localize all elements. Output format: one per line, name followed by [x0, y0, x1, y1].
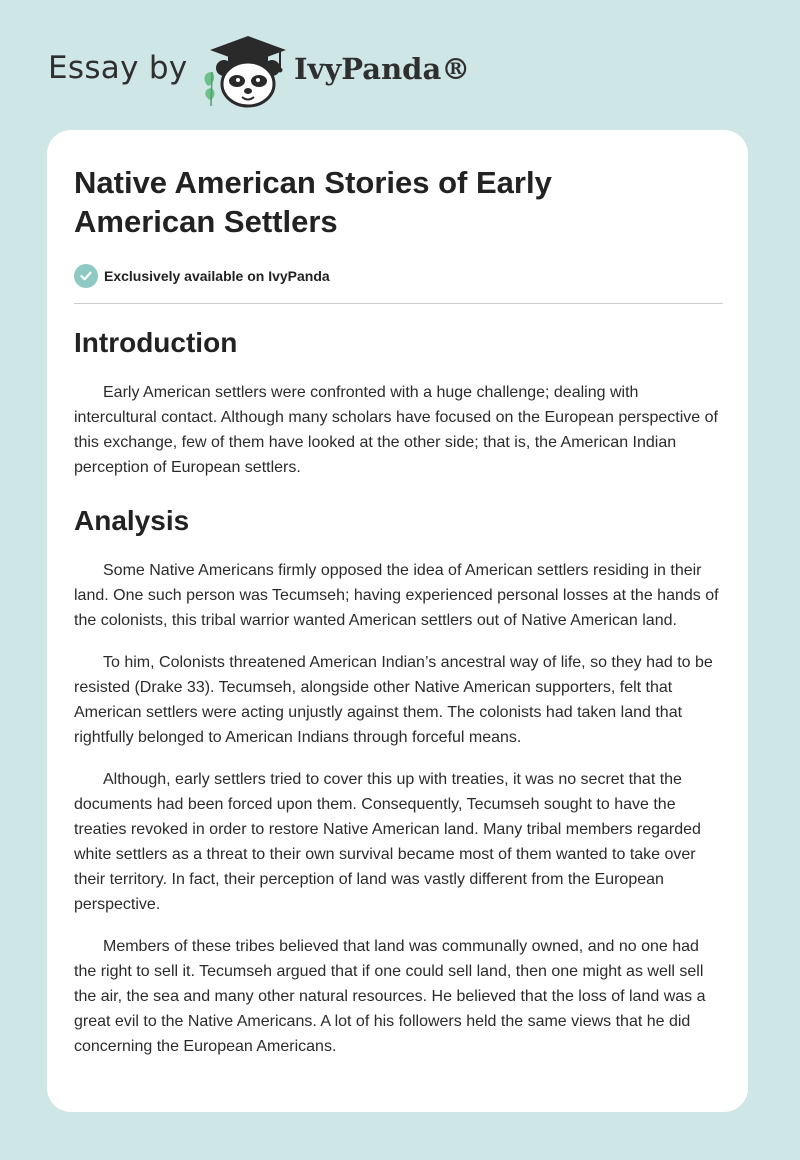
essay-card	[47, 130, 748, 1112]
site-header	[48, 30, 471, 110]
brand-prefix: Essay by	[48, 50, 188, 86]
panda-logo-icon[interactable]	[200, 34, 290, 110]
section-heading-introduction: Introduction	[74, 327, 238, 358]
paragraph: Although, early settlers tried to cover this up with treaties, it was no secret that the documents had been forced upon them. Consequently, Tecumseh sought to have the treaties revoked in order to restore Native American land. Many tribal members regarded white settlers as a threat to their own survival became most of them wanted to take over their territory. In fact, their perception of land was vastly different from the European perspective.	[74, 771, 701, 913]
section-heading-analysis: Analysis	[74, 505, 190, 536]
paragraph: Members of these tribes believed that land was communally owned, and no one had the right to sell it. Tecumseh argued that if one could sell land, then one might as well sell the air, the sea and many other natural resources. He believed that the loss of land was a great evil to the Native Americans. A lot of his followers held the same views that he did concerning the European Americans.	[74, 938, 706, 1055]
paragraph: Some Native Americans firmly opposed the idea of American settlers residing in their land. One such person was Tecumseh; having experienced personal losses at the hands of the colonists, this tribal warrior wanted American settlers out of Native American land.	[74, 562, 719, 629]
divider	[74, 303, 723, 304]
exclusive-badge	[74, 264, 330, 288]
exclusive-label: Exclusively available on IvyPanda	[104, 268, 330, 284]
check-circle-icon	[74, 264, 98, 288]
essay-body	[74, 326, 724, 1059]
brand-name[interactable]: IvyPanda®	[294, 52, 471, 86]
essay-title: Native American Stories of Early American Settlers	[74, 165, 552, 239]
paragraph: To him, Colonists threatened American Indian’s ancestral way of life, so they had to be resisted (Drake 33). Tecumseh, alongside other Native American supporters, felt that American settlers were acting unjustly against them. The colonists had taken land that rightfully belonged to American Indians through forceful means.	[74, 654, 713, 746]
paragraph: Early American settlers were confronted with a huge challenge; dealing with intercultural contact. Although many scholars have focused on the European perspective of this exchange, few of them have looked at the other side; that is, the American Indian perception of European settlers.	[74, 384, 718, 476]
